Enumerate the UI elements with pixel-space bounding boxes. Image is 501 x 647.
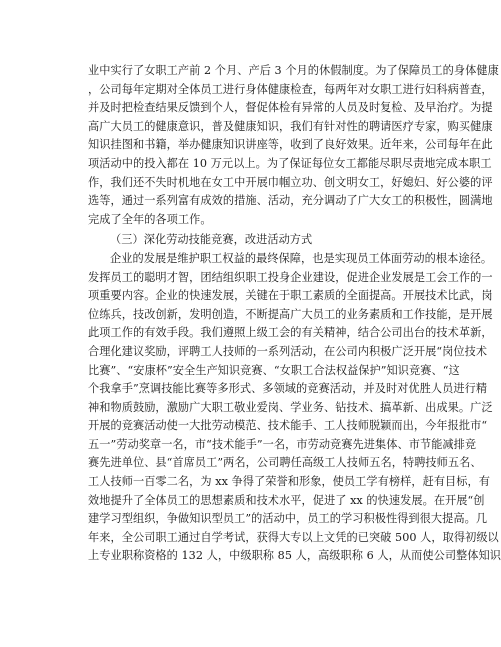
text-line: 建学习型组织，争做知识型员工”的活动中，员工的学习积极性得到很大提高。几 [88,512,488,526]
document-page [88,62,501,566]
text-line: 比赛”、“安康杯”安全生产知识竞赛、“女职工合法权益保护”知识竞赛、“这 [88,363,460,377]
text-line: 五一”劳动奖章一名，市“技术能手”一名，市劳动竞赛先进集体、市节能减排竞 [88,437,477,451]
text-line: 业中实行了女职工产前 2 个月、产后 3 个月的休假制度。为了保障员工的身体健康 [88,64,499,77]
text-line: 完成了全年的各项工作。 [88,212,212,226]
text-line: 选等，通过一系列富有成效的措施、活动，充分调动了广大女工的积极性，圆满地 [88,194,493,208]
text-line: 工人技师一百零二名，为 xx 争得了荣誉和形象，使员工学有榜样，赶有目标，有 [88,475,491,489]
text-line: 项活动中的投入都在 10 万元以上。为了保证每位女工都能尽职尽责地完成本职工 [88,156,492,170]
text-line: ，公司每年定期对全体员工进行身体健康检查，每两年对女职工进行妇科病普查， [88,82,493,96]
text-line: 知识挂图和书籍，举办健康知识讲座等，收到了良好效果。近年来，公司每年在此 [88,138,493,152]
text-line: 开展的竞赛活动使一大批劳动模范、技术能手、工人技师脱颖而出，今年报批市“ [88,419,488,433]
text-line: 发挥员工的聪明才智，团结组织职工投身企业建设，促进企业发展是工会工作的一 [88,270,493,284]
paragraph-employee-health [88,62,499,229]
text-line: 年来，全公司职工通过自学考试，获得大专以上文凭的已突破 500 人，取得初级以 [88,530,499,544]
text-line: 作，我们还不失时机地在女工中开展巾帼立功、创文明女工，好媳妇、好公婆的评 [88,175,493,189]
section-heading-skill-competition: （三）深化劳动技能竞赛，改进活动方式 [110,233,313,247]
text-line: 合理化建议奖励，评聘工人技师的一系列活动，在公司内积极广泛开展“岗位技术 [88,344,488,358]
text-line: 赛先进单位、县“首席员工”两名，公司聘任高级工人技师五名，特聘技师五名、 [88,456,482,470]
text-line: 此项工作的有效手段。我们遵照上级工会的有关精神，结合公司出台的技术革新， [88,326,493,340]
text-line: 项重要内容。企业的快速发展，关键在于职工素质的全面提高。开展技术比武，岗 [88,289,493,303]
text-line: 并及时把检查结果反馈到个人，督促体检有异常的人员及时复检、及早治疗。为提 [88,101,493,115]
text-line: 位练兵，技改创新，发明创造，不断提高广大员工的业务素质和工作技能，是开展 [88,307,493,321]
text-line: 上专业职称资格的 132 人，中级职称 85 人，高级职称 6 人，从而使公司整体知识 [88,549,501,563]
text-line: 神和物质鼓励，激励广大职工敬业爱岗、学业务、钻技术、搞革新、出成果。广泛 [88,400,493,414]
text-line: 个我拿手”烹调技能比赛等多形式、多领域的竞赛活动，并及时对优胜人员进行精 [88,382,488,396]
text-line: 高广大员工的健康意识，普及健康知识，我们有针对性的聘请医疗专家，购买健康 [88,119,493,133]
paragraph-skill-competition [88,250,501,566]
text-line: 效地提升了全体员工的思想素质和技术水平，促进了 xx 的快速发展。在开展“创 [88,493,485,507]
text-line: 企业的发展是维护职工权益的最终保障，也是实现员工体面劳动的根本途径。 [110,251,493,265]
